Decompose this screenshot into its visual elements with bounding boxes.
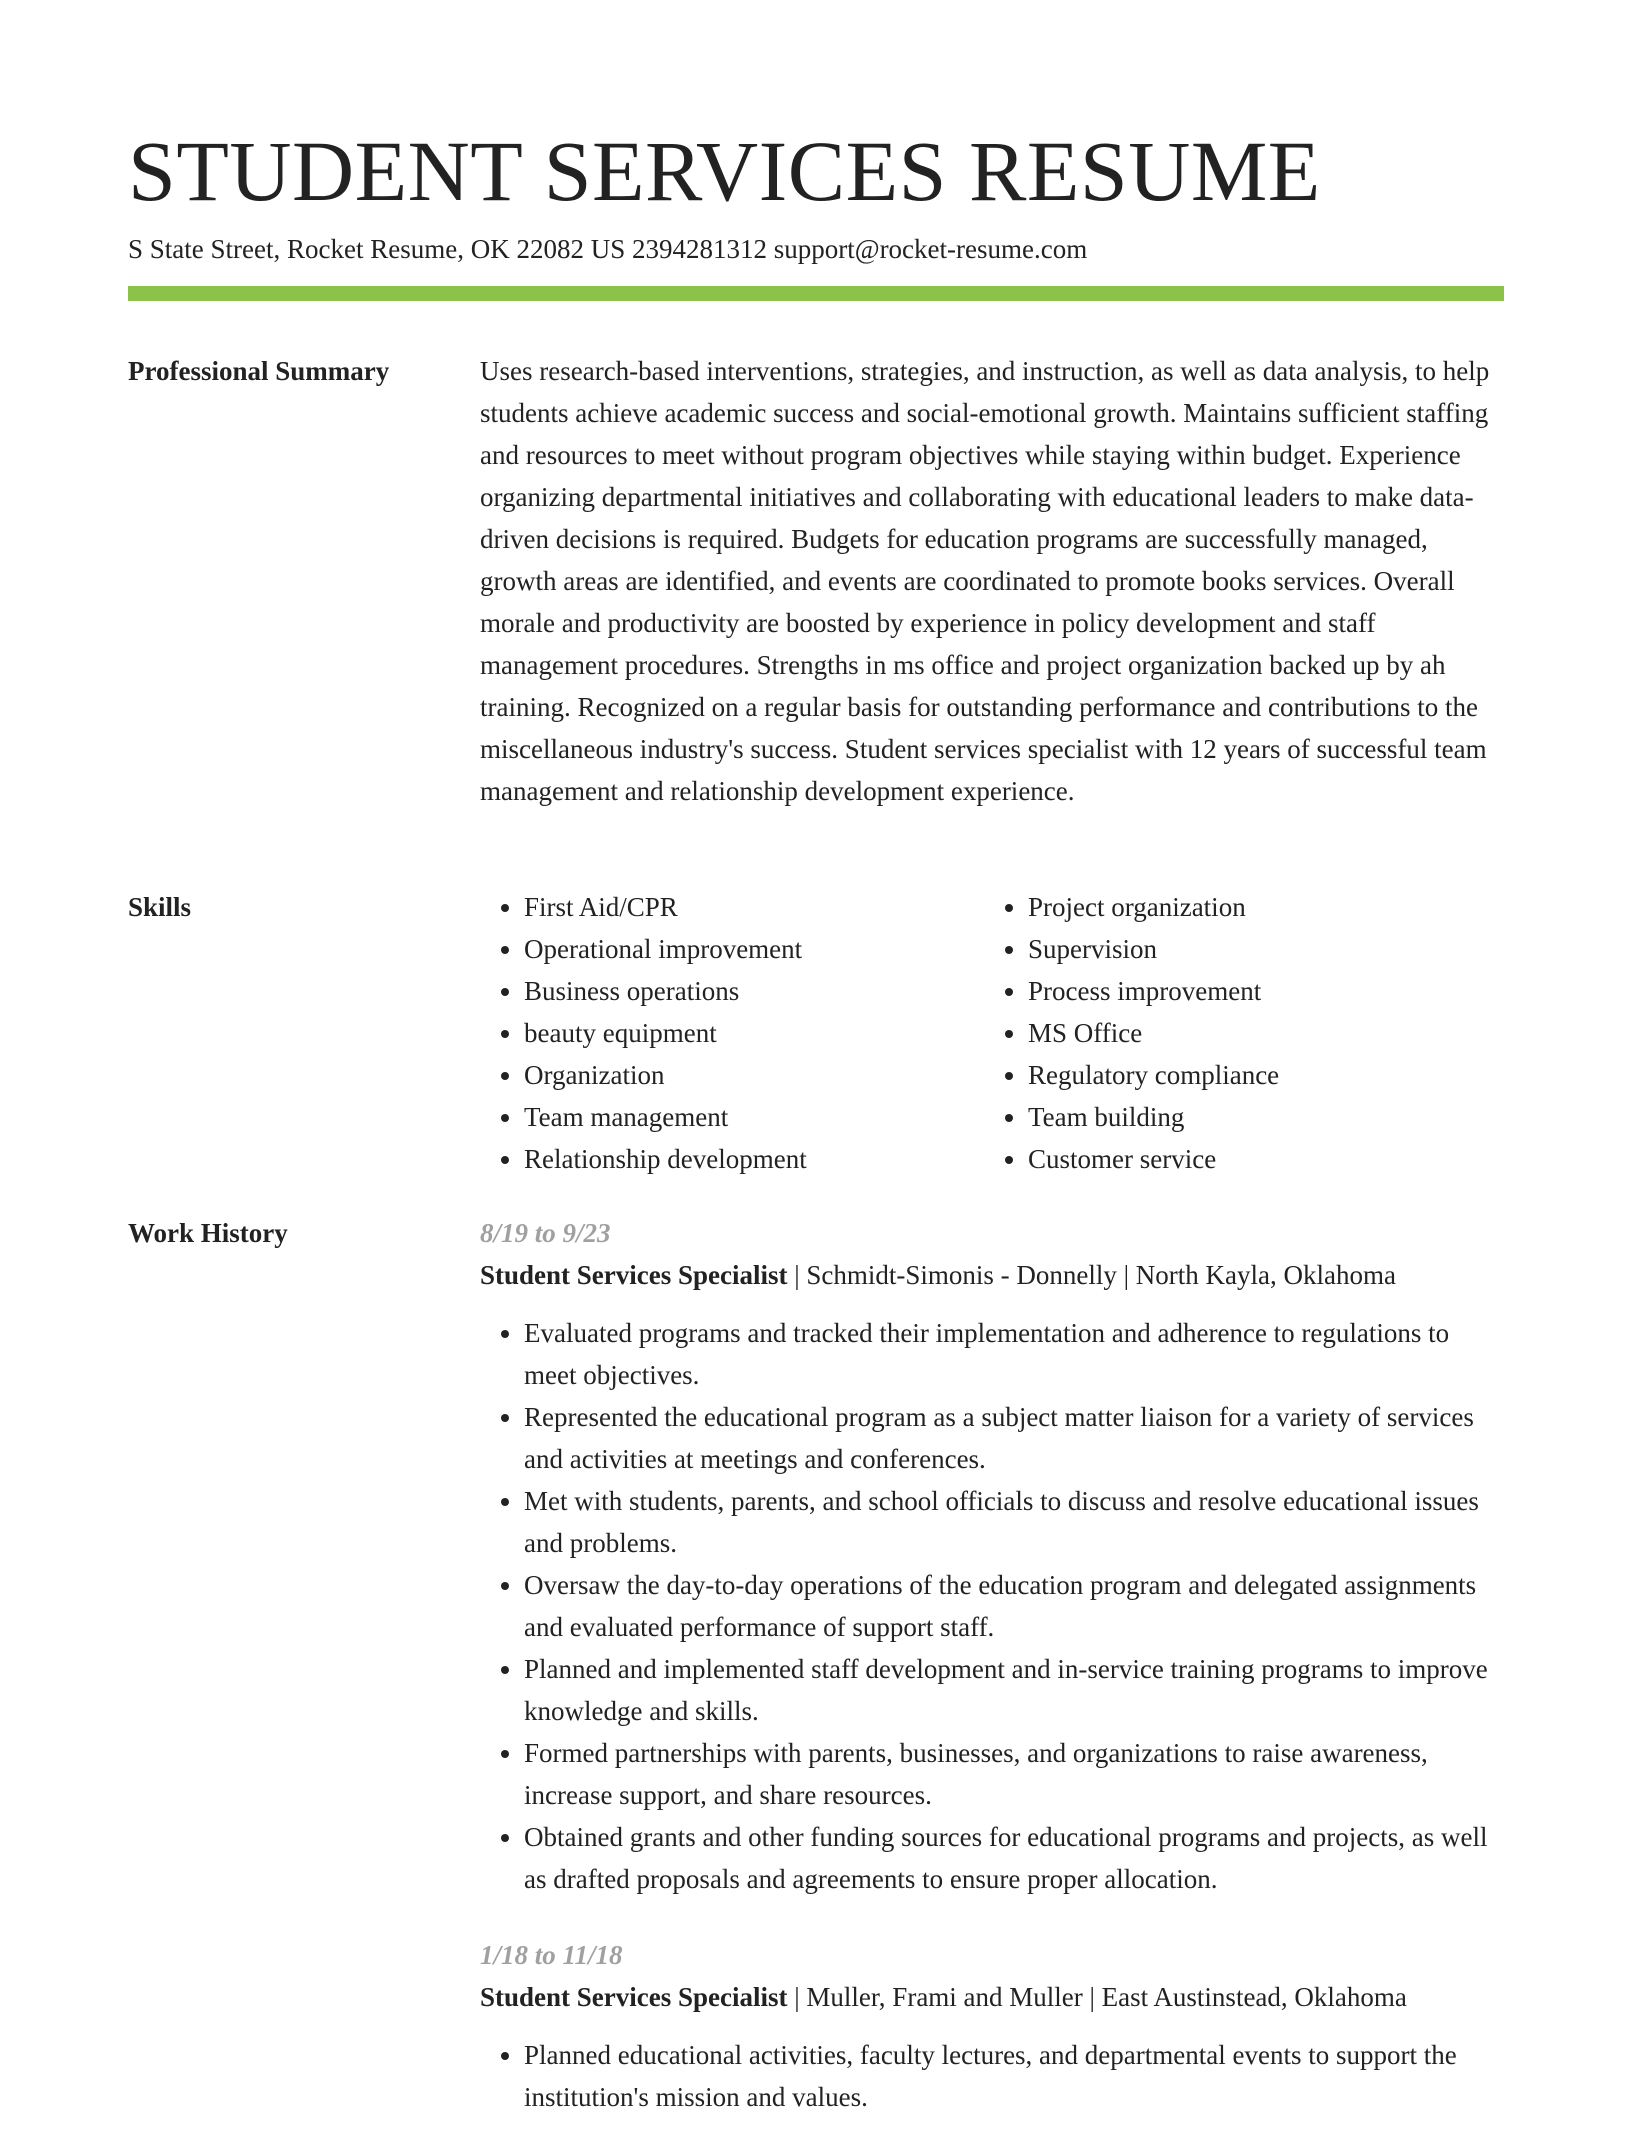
work-history-body bbox=[480, 1212, 1504, 2152]
job-bullet: • Planned educational activities, faculty lectures, and departmental events to support the institution's mission and values. bbox=[524, 2034, 1504, 2118]
job-bullet-list bbox=[480, 1312, 1504, 1900]
accent-rule bbox=[128, 286, 1504, 301]
job-bullet: • Formed partnerships with parents, businesses, and organizations to raise awareness, increase support, and share resources. bbox=[524, 1732, 1504, 1816]
summary-text: Uses research-based interventions, strategies, and instruction, as well as data analysis, to help students achieve academic success and social-emotional growth. Maintains sufficient staffing and resources to meet without program objectives while staying within budget. Experience organizing departmental initiatives and collaborating with educational leaders to make data-driven decisions is required. Budgets for education programs are successfully managed, growth areas are identified, and events are coordinated to promote books services. Overall morale and productivity are boosted by experience in policy development and staff management procedures. Strengths in ms office and project organization backed up by ah training. Recognized on a regular basis for outstanding performance and contributions to the miscellaneous industry's success. Student services specialist with 12 years of successful team management and relationship development experience. bbox=[480, 356, 1490, 806]
skill-item: • Business operations bbox=[524, 970, 984, 1012]
job-heading bbox=[480, 1976, 1504, 2018]
job-bullet: • Obtained grants and other funding sources for educational programs and projects, as well as drafted proposals and agreements to ensure proper allocation. bbox=[524, 1816, 1504, 1900]
job-bullet: • Met with students, parents, and school officials to discuss and resolve educational issues and problems. bbox=[524, 1480, 1504, 1564]
skill-item: • Operational improvement bbox=[524, 928, 984, 970]
work-history-label: Work History bbox=[128, 1218, 288, 1248]
skill-item: • Regulatory compliance bbox=[1028, 1054, 1488, 1096]
job-details: | Schmidt-Simonis - Donnelly | North Kayla, Oklahoma bbox=[787, 1260, 1396, 1290]
job-title: Student Services Specialist bbox=[480, 1982, 788, 2012]
job-title: Student Services Specialist bbox=[480, 1260, 788, 1290]
job-bullet: • Represented the educational program as a subject matter liaison for a variety of services and activities at meetings and conferences. bbox=[524, 1396, 1504, 1480]
job-entry bbox=[480, 1212, 1504, 1900]
skill-item: • Relationship development bbox=[524, 1138, 984, 1180]
skill-item: • MS Office bbox=[1028, 1012, 1488, 1054]
resume-title: STUDENT SERVICES RESUME bbox=[128, 123, 1321, 219]
skill-item: • Team management bbox=[524, 1096, 984, 1138]
job-bullet: • Planned and implemented staff development and in-service training programs to improve knowledge and skills. bbox=[524, 1648, 1504, 1732]
job-heading bbox=[480, 1254, 1504, 1296]
skill-item: • Supervision bbox=[1028, 928, 1488, 970]
skill-item: • Project organization bbox=[1028, 886, 1488, 928]
job-dates: 8/19 to 9/23 bbox=[480, 1218, 611, 1248]
contact-line: S State Street, Rocket Resume, OK 22082 US 2394281312 support@rocket-resume.com bbox=[128, 234, 1088, 264]
summary-body bbox=[480, 350, 1504, 812]
job-bullet-list bbox=[480, 2034, 1504, 2118]
summary-label: Professional Summary bbox=[128, 356, 390, 386]
job-dates: 1/18 to 11/18 bbox=[480, 1940, 623, 1970]
skill-item: • Team building bbox=[1028, 1096, 1488, 1138]
job-details: | Muller, Frami and Muller | East Austinstead, Oklahoma bbox=[787, 1982, 1407, 2012]
skills-label: Skills bbox=[128, 892, 192, 922]
job-bullet: • Oversaw the day-to-day operations of the education program and delegated assignments and evaluated performance of support staff. bbox=[524, 1564, 1504, 1648]
skill-item: • Customer service bbox=[1028, 1138, 1488, 1180]
skill-item: • Organization bbox=[524, 1054, 984, 1096]
skill-item: • beauty equipment bbox=[524, 1012, 984, 1054]
skills-list-right bbox=[984, 886, 1488, 1180]
skills-list-left bbox=[480, 886, 984, 1180]
job-bullet: • Evaluated programs and tracked their implementation and adherence to regulations to meet objectives. bbox=[524, 1312, 1504, 1396]
skills-body bbox=[480, 886, 1504, 1180]
job-entry bbox=[480, 1934, 1504, 2118]
skill-item: • Process improvement bbox=[1028, 970, 1488, 1012]
skill-item: • First Aid/CPR bbox=[524, 886, 984, 928]
